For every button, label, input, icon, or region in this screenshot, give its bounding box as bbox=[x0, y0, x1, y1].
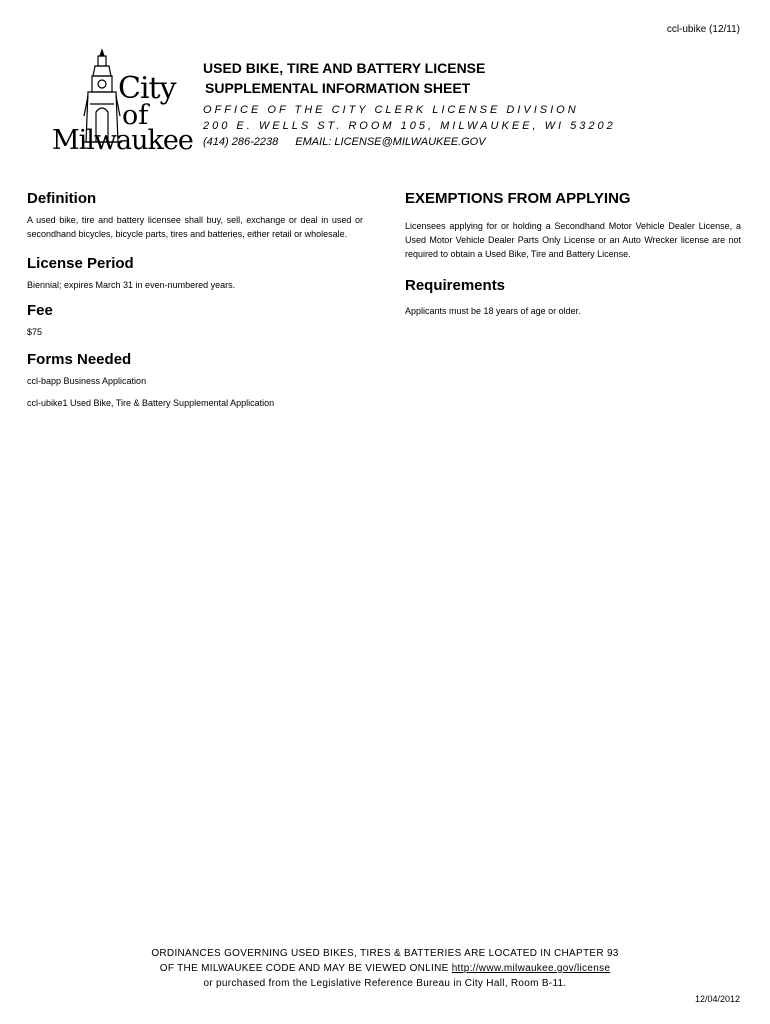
email-address[interactable]: EMAIL: LICENSE@MILWAUKEE.GOV bbox=[295, 136, 486, 148]
document-title: USED BIKE, TIRE AND BATTERY LICENSE bbox=[203, 60, 486, 76]
list-item: ccl-ubike1 Used Bike, Tire & Battery Supplemental Application bbox=[27, 398, 275, 408]
footer-line-2 bbox=[0, 961, 770, 976]
fee-text: $75 bbox=[27, 327, 43, 337]
forms-needed-heading: Forms Needed bbox=[27, 351, 132, 368]
document-header bbox=[203, 58, 616, 150]
contact-line bbox=[203, 134, 616, 150]
left-column bbox=[27, 190, 363, 418]
license-period-text: Biennial; expires March 31 in even-numbered years. bbox=[27, 280, 236, 290]
license-period-heading: License Period bbox=[27, 255, 134, 272]
footer-line-3: or purchased from the Legislative Reference Bureau in City Hall, Room B-11. bbox=[203, 978, 567, 989]
exemptions-text: Licensees applying for or holding a Secondhand Motor Vehicle Dealer License, a Used Motor Vehicle Dealer Parts Only License or an Auto Wrecker license are not required to obtain a Used Bike, Tire and Battery License. bbox=[405, 221, 741, 259]
form-id: ccl-ubike (12/11) bbox=[666, 24, 740, 35]
phone-number: (414) 286-2238 bbox=[203, 136, 279, 148]
document-date: 12/04/2012 bbox=[694, 994, 740, 1004]
footer-note bbox=[0, 946, 770, 991]
office-address: 200 E. WELLS ST. ROOM 105, MILWAUKEE, WI 53202 bbox=[203, 120, 616, 132]
definition-text: A used bike, tire and battery licensee shall buy, sell, exchange or deal in used or secondhand bicycles, bicycle parts, tires and batteries, either retail or wholesale. bbox=[27, 215, 363, 239]
right-column bbox=[405, 190, 741, 318]
city-logo bbox=[52, 46, 192, 158]
ordinance-link[interactable]: http://www.milwaukee.gov/license bbox=[451, 963, 611, 974]
footer-line-1: ORDINANCES GOVERNING USED BIKES, TIRES & BATTERIES ARE LOCATED IN CHAPTER 93 bbox=[151, 948, 619, 959]
logo-text-of: of bbox=[122, 100, 149, 131]
exemptions-heading: EXEMPTIONS FROM APPLYING bbox=[405, 190, 631, 207]
definition-heading: Definition bbox=[27, 190, 97, 207]
fee-heading: Fee bbox=[27, 302, 53, 319]
list-item: ccl-bapp Business Application bbox=[27, 376, 147, 386]
requirements-text: Applicants must be 18 years of age or older. bbox=[405, 306, 581, 316]
logo-text-milwaukee: Milwaukee bbox=[52, 125, 193, 156]
logo-text-city: City bbox=[118, 71, 176, 106]
office-name: OFFICE OF THE CITY CLERK LICENSE DIVISION bbox=[203, 104, 579, 116]
footer-line-2-text: OF THE MILWAUKEE CODE AND MAY BE VIEWED ONLINE bbox=[159, 963, 452, 974]
document-subtitle: SUPPLEMENTAL INFORMATION SHEET bbox=[205, 80, 471, 96]
requirements-heading: Requirements bbox=[405, 277, 506, 294]
